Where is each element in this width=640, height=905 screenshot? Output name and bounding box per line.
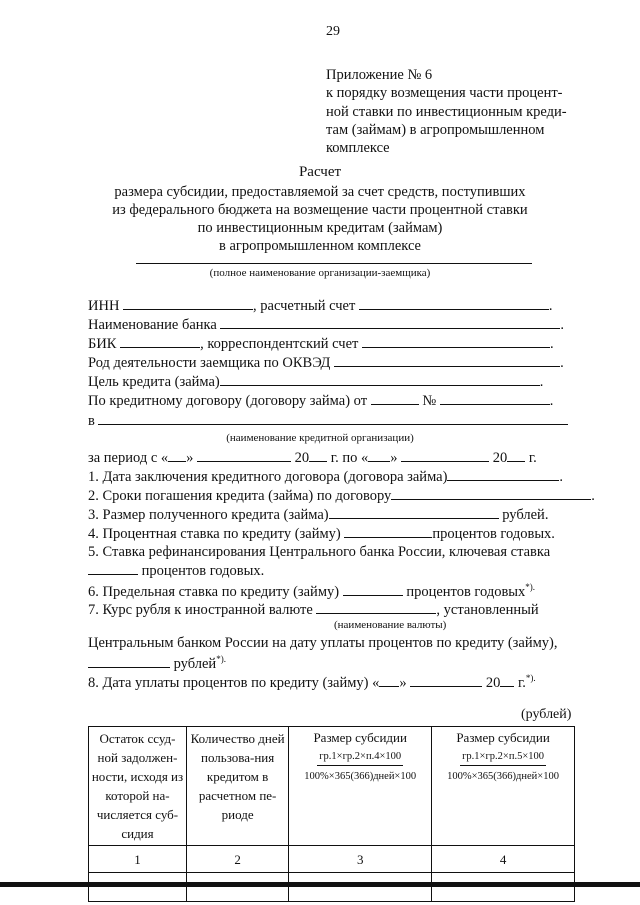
period-from-month[interactable]	[197, 449, 291, 462]
item-3-label: 3. Размер полученного кредита (займа)	[88, 507, 329, 523]
org-name-caption: (полное наименование организации-заемщика)	[209, 267, 431, 279]
period-from-year[interactable]	[309, 449, 327, 462]
item-8	[88, 673, 536, 692]
item-4-unit: процентов годовых.	[432, 526, 555, 542]
document-heading: Расчет	[298, 164, 342, 180]
item-5-label: 5. Ставка рефинансирования Центрального банка России, ключевая ставка	[88, 544, 551, 560]
table-header-row	[89, 727, 575, 846]
bik-label: БИК	[88, 336, 117, 352]
item-3-unit: рублей.	[502, 507, 549, 523]
period-to-label: г. по «	[330, 450, 369, 466]
item-5-cont	[88, 562, 264, 580]
account-field[interactable]	[359, 297, 549, 310]
item-7-field[interactable]	[316, 601, 436, 614]
item-7-text: Центральным банком России на дату уплаты процентов по кредиту (займу),	[88, 635, 558, 651]
bank-name-label: Наименование банка	[88, 317, 217, 333]
inn-label: ИНН	[88, 298, 120, 314]
item-7-label: 7. Курс рубля к иностранной валюте	[88, 602, 313, 618]
contract-no-field[interactable]	[440, 392, 550, 405]
cell-loan-balance[interactable]	[89, 873, 187, 902]
subsidy-table	[88, 726, 575, 902]
table-data-row	[89, 873, 575, 902]
item-5	[88, 544, 550, 561]
item-8-year-prefix: 20	[485, 674, 501, 691]
item-6-label: 6. Предельная ставка по кредиту (займу)	[88, 583, 340, 600]
subtitle-line: в агропромышленном комплексе	[218, 238, 421, 254]
bik-row: БИК , корреспондентский счет .	[88, 336, 554, 352]
period-to-month[interactable]	[401, 449, 489, 462]
item-2-field[interactable]	[391, 487, 591, 500]
account-label: , расчетный счет	[253, 298, 356, 314]
item-7	[88, 601, 539, 619]
credit-org-caption: (наименование кредитной организации)	[226, 432, 414, 444]
period-year2: 20	[492, 450, 508, 466]
item-7-established: , установленный	[436, 602, 539, 618]
purpose-field[interactable]	[220, 373, 540, 386]
document-subtitle	[0, 183, 640, 255]
item-6-unit: процентов годовых	[406, 583, 526, 600]
item-8-year-suffix: г.	[517, 674, 526, 691]
item-7-cont	[88, 635, 557, 652]
credit-org-row	[88, 412, 568, 430]
item-2-label: 2. Сроки погашения кредита (займа) по договору	[88, 488, 392, 504]
formula-1-numerator: гр.1×гр.2×п.4×100	[317, 748, 403, 766]
corr-account-field[interactable]	[362, 335, 550, 348]
item-3	[88, 506, 548, 524]
subtitle-line: по инвестиционным кредитам (займам)	[197, 220, 443, 236]
item-1: 1. Дата заключения кредитного договора (договора займа) .	[88, 469, 564, 485]
col-number: 2	[186, 846, 288, 873]
period-year1: 20	[294, 450, 310, 466]
formula-2-numerator: гр.1×гр.2×п.5×100	[460, 748, 546, 766]
contract-row: По кредитному договору (договору займа) от № .	[88, 393, 554, 409]
item-3-field[interactable]	[329, 506, 499, 519]
period-from-day[interactable]	[168, 449, 186, 462]
bank-row: Наименование банка .	[88, 317, 565, 333]
period-to-day[interactable]	[368, 449, 390, 462]
formula-1-denominator: 100%×365(366)дней×100	[304, 771, 417, 782]
item-2: 2. Сроки погашения кредита (займа) по договору .	[88, 488, 595, 504]
contract-label: По кредитному договору (договору займа) от	[88, 393, 368, 409]
item-8-label: 8. Дата уплаты процентов по кредиту (займу) «	[88, 674, 380, 691]
item-7-rate	[88, 654, 226, 673]
in-label: в	[88, 413, 95, 429]
org-name-line	[136, 263, 532, 264]
inn-field[interactable]	[123, 297, 253, 310]
formula-2-denominator: 100%×365(366)дней×100	[447, 771, 559, 782]
item-8-quote: »	[399, 674, 407, 691]
item-1-field[interactable]	[447, 468, 559, 481]
period-quote1: »	[186, 450, 194, 466]
table-unit: (рублей)	[521, 707, 572, 722]
col-number: 3	[289, 846, 432, 873]
item-8-month[interactable]	[410, 674, 482, 687]
credit-org-field[interactable]	[98, 412, 568, 425]
purpose-label: Цель кредита (займа)	[88, 374, 220, 390]
header-subsidy-2	[432, 727, 575, 846]
col-number: 4	[432, 846, 575, 873]
appendix-line: комплексе	[326, 140, 390, 157]
cell-subsidy-2[interactable]	[432, 873, 575, 902]
table-numbers-row	[89, 846, 575, 873]
header-subsidy-2-text: Размер субсидии	[456, 730, 550, 745]
item-5-field[interactable]	[88, 562, 138, 575]
item-4-field[interactable]	[344, 525, 432, 538]
appendix-line: к порядку возмещения части процент-	[326, 85, 563, 102]
currency-caption: (наименование валюты)	[334, 619, 447, 631]
okved-label: Род деятельности заемщика по ОКВЭД	[88, 355, 331, 371]
item-4	[88, 525, 555, 543]
appendix-line: там (займам) в агропромышленном	[326, 121, 545, 138]
item-6-footnote-mark: *).	[525, 582, 536, 592]
item-8-year[interactable]	[500, 674, 514, 687]
corr-account-label: , корреспондентский счет	[200, 336, 359, 352]
period-from-label: за период с «	[88, 450, 169, 466]
subtitle-line: из федерального бюджета на возмещение части процентной ставки	[112, 202, 528, 218]
purpose-row: Цель кредита (займа) .	[88, 374, 544, 390]
page-number: 29	[326, 24, 340, 39]
col-number: 1	[89, 846, 187, 873]
item-7-rate-field[interactable]	[88, 655, 170, 668]
cell-subsidy-1[interactable]	[289, 873, 432, 902]
header-loan-balance	[89, 727, 187, 846]
bank-name-field[interactable]	[220, 316, 560, 329]
header-subsidy-1-text: Размер субсидии	[313, 730, 407, 745]
period-to-year[interactable]	[507, 449, 525, 462]
subtitle-line: размера субсидии, предоставляемой за счет средств, поступивших	[114, 184, 526, 200]
appendix-line: Приложение № 6	[326, 67, 433, 83]
item-7-footnote-mark: *).	[216, 654, 226, 664]
item-7-rate-unit: рублей	[173, 655, 217, 672]
period-quote2: »	[390, 450, 398, 466]
item-8-day[interactable]	[379, 674, 399, 687]
item-8-footnote-mark: *).	[525, 673, 536, 683]
header-days	[186, 727, 288, 846]
period-end: г.	[528, 450, 537, 466]
okved-row: Род деятельности заемщика по ОКВЭД .	[88, 355, 564, 371]
header-subsidy-1	[289, 727, 432, 846]
item-1-label: 1. Дата заключения кредитного договора (договора займа)	[88, 469, 448, 485]
item-4-label: 4. Процентная ставка по кредиту (займу)	[88, 526, 341, 542]
item-5-unit: процентов годовых.	[141, 563, 265, 579]
okved-field[interactable]	[334, 354, 560, 367]
period-row	[88, 449, 537, 467]
appendix-header	[326, 66, 567, 157]
bik-field[interactable]	[120, 335, 200, 348]
cell-days[interactable]	[186, 873, 288, 902]
header-days-text: Количество дней пользова-ния кредитом в расчетном пе-риоде	[190, 731, 285, 822]
contract-date-field[interactable]	[371, 392, 419, 405]
item-6	[88, 582, 535, 601]
contract-no-label: №	[422, 393, 437, 409]
appendix-line: ной ставки по инвестиционным креди-	[326, 103, 567, 120]
header-loan-balance-text: Остаток ссуд-ной задолжен-ности, исходя из которой на-числяется суб-сидия	[91, 731, 184, 841]
inn-row: ИНН , расчетный счет .	[88, 298, 553, 314]
item-6-field[interactable]	[343, 583, 403, 596]
scan-edge-bar	[0, 882, 640, 887]
